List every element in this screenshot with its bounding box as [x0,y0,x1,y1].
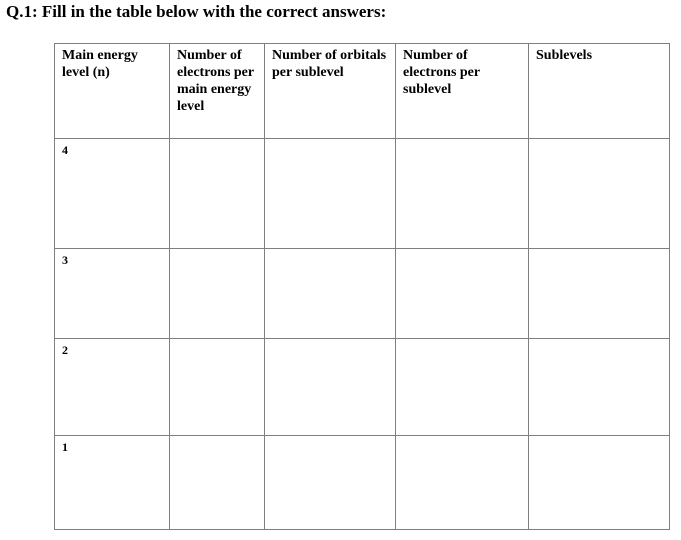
question-title: Q.1: Fill in the table below with the correct answers: [6,2,387,21]
header-orbitals-per-sublevel: Number of orbitals per sublevel [265,44,396,139]
answer-cell-orbitals-per-sublevel[interactable] [265,139,396,249]
answer-cell-electrons-per-level[interactable] [170,339,265,436]
table-row [55,249,670,339]
answer-cell-orbitals-per-sublevel[interactable] [265,436,396,530]
answer-cell-sublevels[interactable] [529,249,670,339]
answer-cell-sublevels[interactable] [529,436,670,530]
table-row [55,339,670,436]
table-row [55,139,670,249]
table-row [55,436,670,530]
level-cell: 2 [55,339,170,436]
answer-cell-electrons-per-sublevel[interactable] [396,139,529,249]
answer-cell-electrons-per-level[interactable] [170,139,265,249]
table-header-row [55,44,670,139]
answer-cell-orbitals-per-sublevel[interactable] [265,339,396,436]
answer-cell-electrons-per-sublevel[interactable] [396,249,529,339]
level-cell: 4 [55,139,170,249]
answer-cell-electrons-per-level[interactable] [170,436,265,530]
level-cell: 3 [55,249,170,339]
answer-cell-sublevels[interactable] [529,139,670,249]
header-electrons-per-sublevel: Number of electrons per sublevel [396,44,529,139]
answer-table [54,43,670,530]
header-main-energy-level: Main energy level (n) [55,44,170,139]
answer-cell-electrons-per-sublevel[interactable] [396,339,529,436]
header-sublevels: Sublevels [529,44,670,139]
answer-cell-electrons-per-sublevel[interactable] [396,436,529,530]
answer-cell-sublevels[interactable] [529,339,670,436]
level-cell: 1 [55,436,170,530]
answer-cell-electrons-per-level[interactable] [170,249,265,339]
header-electrons-per-level: Number of electrons per main energy level [170,44,265,139]
answer-cell-orbitals-per-sublevel[interactable] [265,249,396,339]
